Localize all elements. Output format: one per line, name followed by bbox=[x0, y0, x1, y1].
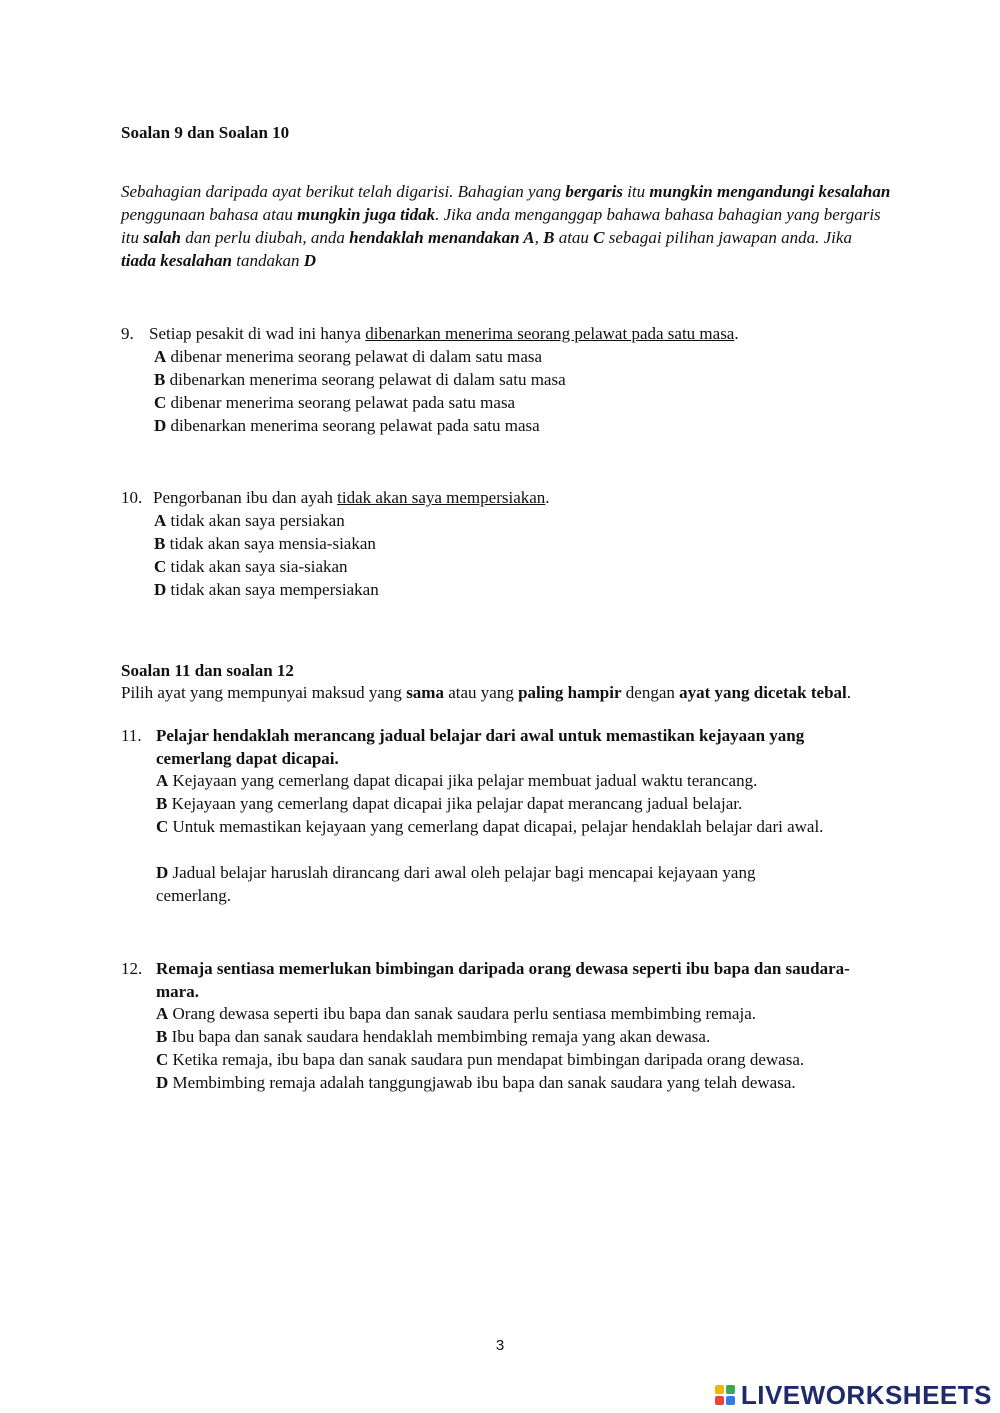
question-11-stem: Pelajar hendaklah merancang jadual belajar dari awal untuk memastikan kejayaan yang cemerlang dapat dicapai. bbox=[156, 726, 805, 768]
option-10c[interactable]: C tidak akan saya sia-siakan bbox=[154, 557, 348, 576]
question-12-stem: Remaja sentiasa memerlukan bimbingan daripada orang dewasa seperti ibu bapa dan saudara-mara. bbox=[156, 959, 850, 1001]
underlined-phrase: tidak akan saya mempersiakan bbox=[337, 488, 546, 507]
liveworksheets-icon bbox=[715, 1385, 735, 1405]
option-11b[interactable]: B Kejayaan yang cemerlang dapat dicapai jika pelajar dapat merancang jadual belajar. bbox=[156, 794, 743, 813]
option-10b[interactable]: B tidak akan saya mensia-siakan bbox=[154, 534, 376, 553]
option-9c[interactable]: C dibenar menerima seorang pelawat pada satu masa bbox=[154, 393, 516, 412]
option-12b[interactable]: B Ibu bapa dan sanak saudara hendaklah membimbing remaja yang akan dewasa. bbox=[156, 1027, 711, 1046]
option-9d[interactable]: D dibenarkan menerima seorang pelawat pada satu masa bbox=[154, 416, 540, 435]
option-11c[interactable]: C Untuk memastikan kejayaan yang cemerlang dapat dicapai, pelajar hendaklah belajar dari awal. bbox=[156, 817, 824, 836]
option-11a[interactable]: A Kejayaan yang cemerlang dapat dicapai jika pelajar membuat jadual waktu terancang. bbox=[156, 771, 758, 790]
option-12d[interactable]: D Membimbing remaja adalah tanggungjawab ibu bapa dan sanak saudara yang telah dewasa. bbox=[156, 1073, 796, 1092]
option-10a[interactable]: A tidak akan saya persiakan bbox=[154, 511, 345, 530]
logo-square bbox=[726, 1385, 735, 1394]
section-heading-9-10: Soalan 9 dan Soalan 10 bbox=[121, 123, 290, 142]
logo-square bbox=[715, 1396, 724, 1405]
option-12c[interactable]: C Ketika remaja, ibu bapa dan sanak saudara pun mendapat bimbingan daripada orang dewasa. bbox=[156, 1050, 805, 1069]
page-number: 3 bbox=[495, 1337, 505, 1354]
section-heading-11-12: Soalan 11 dan soalan 12 bbox=[121, 661, 294, 680]
underlined-phrase: dibenarkan menerima seorang pelawat pada satu masa bbox=[365, 324, 735, 343]
logo-square bbox=[715, 1385, 724, 1394]
option-10d[interactable]: D tidak akan saya mempersiakan bbox=[154, 580, 379, 599]
question-number: 9. bbox=[121, 324, 134, 343]
option-12a[interactable]: A Orang dewasa seperti ibu bapa dan sanak saudara perlu sentiasa membimbing remaja. bbox=[156, 1004, 756, 1023]
option-9b[interactable]: B dibenarkan menerima seorang pelawat di dalam satu masa bbox=[154, 370, 566, 389]
logo-square bbox=[726, 1396, 735, 1405]
brand-name: LIVEWORKSHEETS bbox=[740, 1379, 992, 1410]
option-11d[interactable]: D Jadual belajar haruslah dirancang dari awal oleh pelajar bagi mencapai kejayaan yang cemerlang. bbox=[156, 863, 756, 905]
instruction-9-10: Sebahagian daripada ayat berikut telah digarisi. Bahagian yang bergaris itu mungkin mengandungi kesalahan penggunaan bahasa atau mungkin juga tidak. Jika anda menganggap bahawa bahasa bahagian yang bergaris itu salah dan perlu diubah, anda hendaklah menandakan A, B atau C sebagai pilihan jawapan anda. Jika tiada kesalahan tandakan D bbox=[121, 182, 891, 270]
question-9: 9. Setiap pesakit di wad ini hanya dibenarkan menerima seorang pelawat pada satu masa. bbox=[121, 324, 739, 343]
question-number-12: 12. bbox=[121, 959, 143, 978]
instruction-11-12: Pilih ayat yang mempunyai maksud yang sama atau yang paling hampir dengan ayat yang dicetak tebal. bbox=[121, 683, 852, 702]
question-number: 10. bbox=[121, 488, 143, 507]
question-10: 10. Pengorbanan ibu dan ayah tidak akan saya mempersiakan. bbox=[121, 488, 550, 507]
option-9a[interactable]: A dibenar menerima seorang pelawat di dalam satu masa bbox=[154, 347, 543, 366]
liveworksheets-logo bbox=[715, 1377, 992, 1413]
question-number-11: 11. bbox=[121, 726, 142, 745]
